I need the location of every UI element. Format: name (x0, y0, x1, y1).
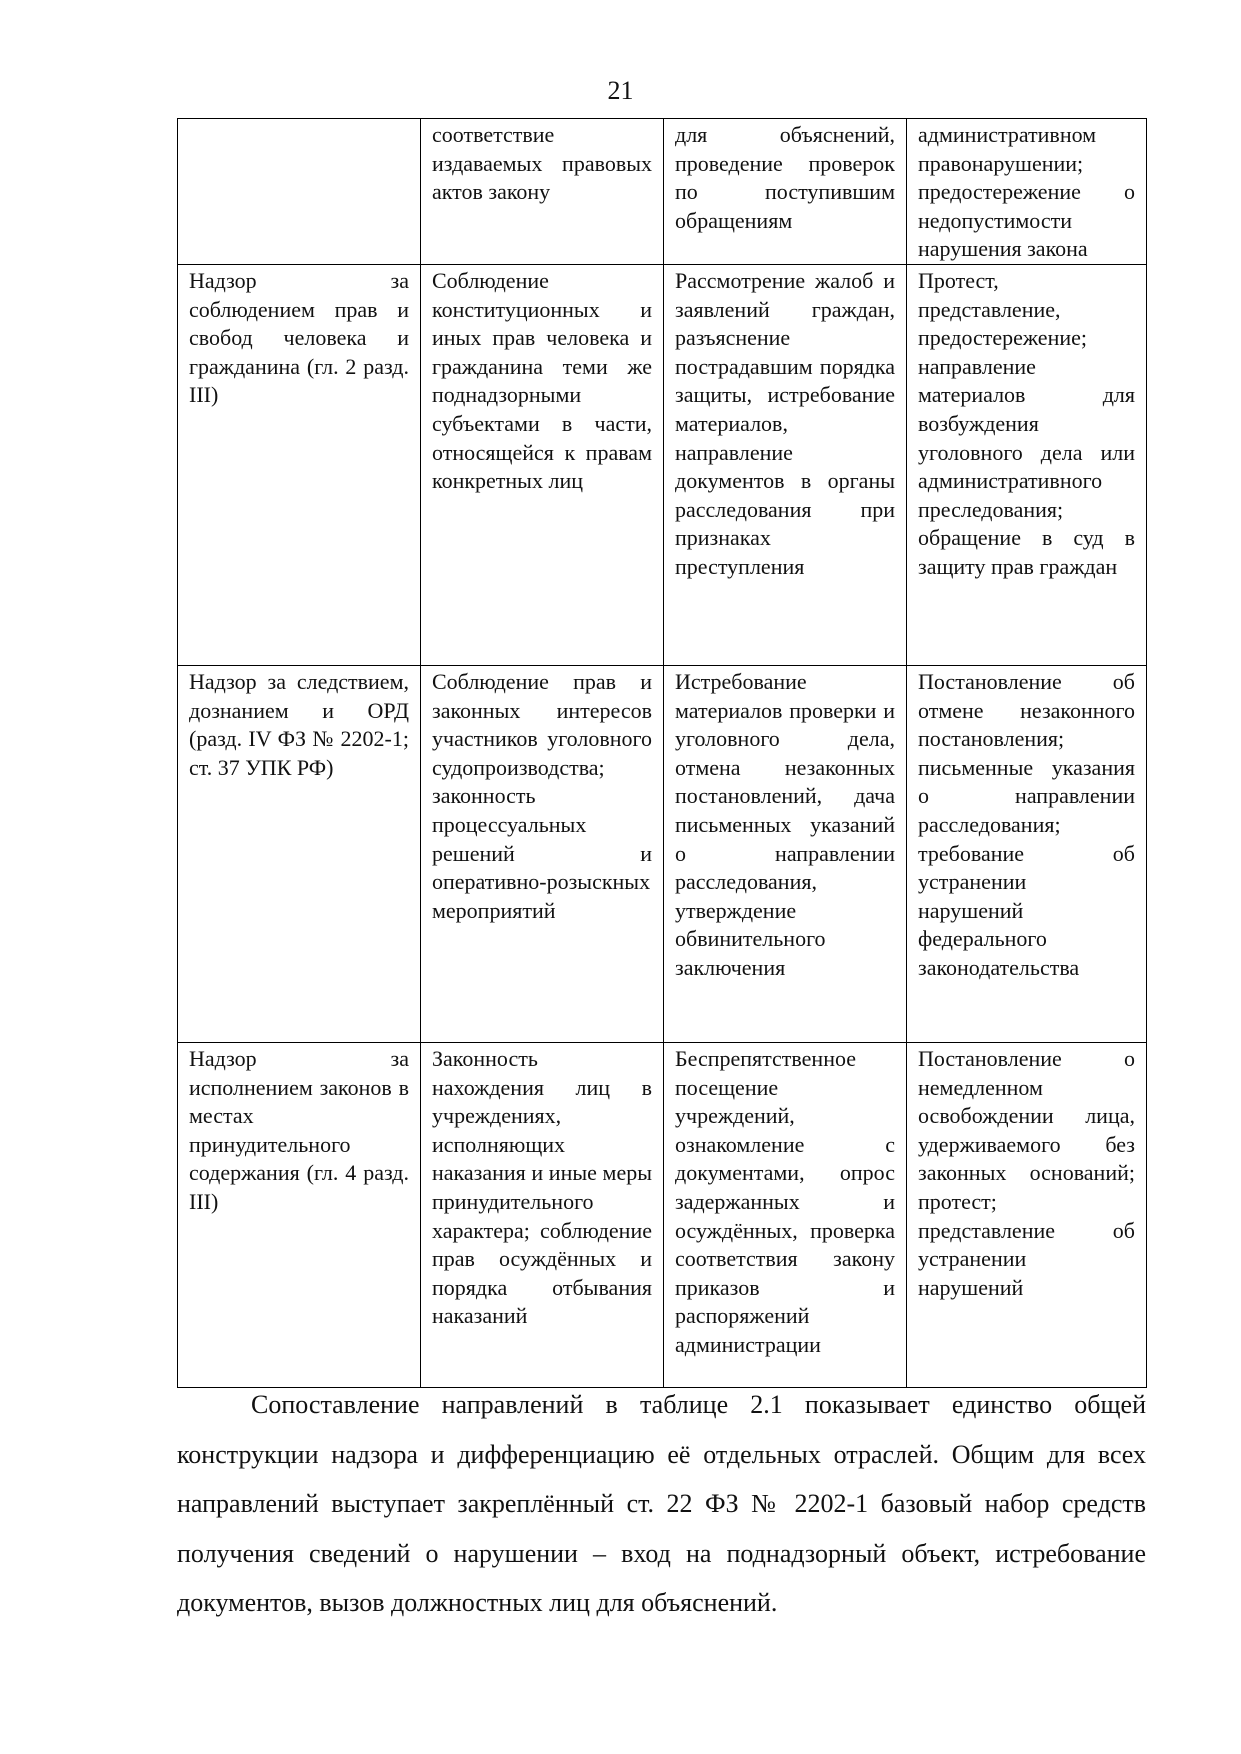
supervision-table (177, 118, 1147, 1388)
table-cell: соответствие издаваемых правовых актов закону (421, 119, 664, 265)
table-cell: административном правонарушении; предостережение о недопустимости нарушения закона (907, 119, 1147, 265)
table-cell (178, 119, 421, 265)
table-cell: Истребование материалов проверки и уголовного дела, отмена незаконных постановлений, дача письменных указаний о направлении расследования, утверждение обвинительного заключения (664, 665, 907, 1042)
table-cell: Постановление об отмене незаконного постановления; письменные указания о направлении расследования; требование об устранении нарушений федерального законодательства (907, 665, 1147, 1042)
table-cell: Законность нахождения лиц в учреждениях, исполняющих наказания и иные меры принудительного характера; соблюдение прав осуждённых и порядка отбывания наказаний (421, 1042, 664, 1387)
table-cell: Рассмотрение жалоб и заявлений граждан, разъяснение пострадавшим порядка защиты, истребование материалов, направление документов в органы расследования при признаках преступления (664, 264, 907, 665)
table-cell: Надзор за следствием, дознанием и ОРД (разд. IV ФЗ № 2202-1; ст. 37 УПК РФ) (178, 665, 421, 1042)
table-cell: Надзор за исполнением законов в местах принудительного содержания (гл. 4 разд. III) (178, 1042, 421, 1387)
table-cell: Соблюдение конституционных и иных прав человека и гражданина теми же поднадзорными субъектами в части, относящейся к правам конкретных лиц (421, 264, 664, 665)
table-cell: Соблюдение прав и законных интересов участников уголовного судопроизводства; законность процессуальных решений и оперативно-розыскных мероприятий (421, 665, 664, 1042)
table-row (178, 665, 1147, 1042)
table-cell: Протест, представление, предостережение; направление материалов для возбуждения уголовного дела или административного преследования; обращение в суд в защиту прав граждан (907, 264, 1147, 665)
table-cell: для объяснений, проведение проверок по поступившим обращениям (664, 119, 907, 265)
table-cell: Постановление о немедленном освобождении лица, удерживаемого без законных оснований; протест; представление об устранении нарушений (907, 1042, 1147, 1387)
table-row (178, 1042, 1147, 1387)
table-cell: Надзор за соблюдением прав и свобод человека и гражданина (гл. 2 разд. III) (178, 264, 421, 665)
body-paragraph: Сопоставление направлений в таблице 2.1 показывает единство общей конструкции надзора и дифференциацию её отдельных отраслей. Общим для всех направлений выступает закреплённый ст. 22 ФЗ № 2202-1 базовый набор средств получения сведений о нарушении – вход на поднадзорный объект, истребование документов, вызов должностных лиц для объяснений. (177, 1390, 1146, 1617)
table-row (178, 264, 1147, 665)
table-cell: Беспрепятственное посещение учреждений, ознакомление с документами, опрос задержанных и осуждённых, проверка соответствия закону приказов и распоряжений администрации (664, 1042, 907, 1387)
page-number: 21 (607, 76, 634, 105)
table-row (178, 119, 1147, 265)
